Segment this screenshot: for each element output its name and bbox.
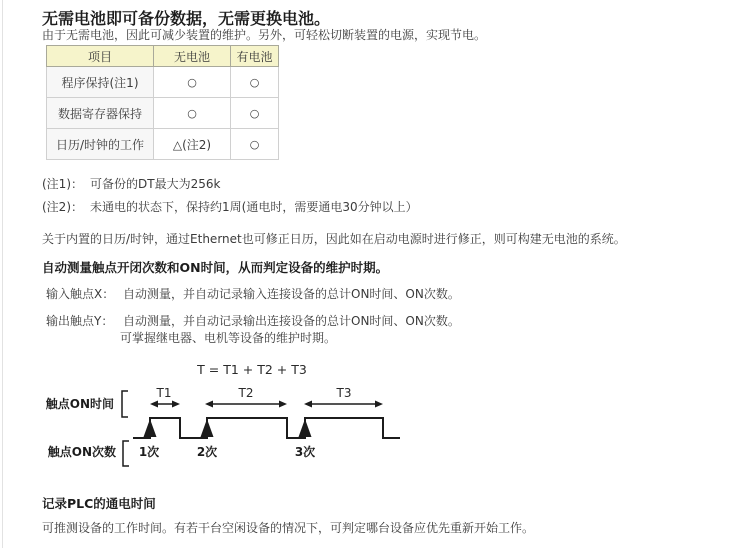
input-contact-label: 输入触点X： — [46, 287, 115, 301]
table-row — [47, 98, 279, 129]
count-2-label: 2次 — [196, 445, 218, 459]
program-retention-no-battery-mark: ○ — [154, 67, 231, 98]
program-retention-with-battery-mark: ○ — [231, 67, 279, 98]
rising-edge-arrow-2 — [201, 419, 214, 437]
backup-section-paragraph: 由于无需电池，因此可减少装置的维护。另外，可轻松切断装置的电源，实现节电。 — [42, 28, 487, 42]
row-label-program-retention: 程序保持(注1) — [47, 67, 154, 98]
timing-diagram — [40, 355, 440, 470]
count-1-label: 1次 — [138, 445, 160, 459]
output-contact-label: 输出触点Y： — [46, 314, 114, 328]
record-section-paragraph: 可推测设备的工作时间。有若干台空闲设备的情况下，可判定哪台设备应优先重新开始工作。 — [42, 521, 535, 535]
note-1-label: (注1)： — [42, 177, 83, 191]
t1-range-arrow — [150, 401, 180, 408]
rising-edge-arrow-3 — [299, 419, 312, 437]
on-count-bracket — [123, 441, 129, 466]
input-contact-text: 自动测量，并自动记录输入连接设备的总计ON时间、ON次数。 — [123, 287, 460, 301]
column-header-item: 项目 — [47, 46, 154, 67]
t2-label: T2 — [238, 386, 254, 400]
t3-label: T3 — [336, 386, 352, 400]
battery-comparison-table — [46, 45, 279, 160]
note-1 — [42, 176, 220, 192]
t1-label: T1 — [156, 386, 172, 400]
measure-section-heading: 自动测量触点开闭次数和ON时间，从而判定设备的维护时期。 — [42, 260, 389, 275]
note-2-text: 未通电的状态下，保持约1周(通电时，需要通电30分钟以上） — [90, 200, 418, 214]
note-2-label: (注2)： — [42, 200, 83, 214]
row-label-calendar-clock: 日历/时钟的工作 — [47, 129, 154, 160]
maintenance-period-line: 可掌握继电器、电机等设备的维护时期。 — [120, 331, 337, 345]
calendar-clock-with-battery-mark: ○ — [231, 129, 279, 160]
calendar-clock-no-battery-mark: △(注2) — [154, 129, 231, 160]
t2-range-arrow — [205, 401, 287, 408]
table-header-row — [47, 46, 279, 67]
register-retention-with-battery-mark: ○ — [231, 98, 279, 129]
column-header-with-battery: 有电池 — [231, 46, 279, 67]
rising-edge-arrow-1 — [144, 419, 157, 437]
backup-section-heading: 无需电池即可备份数据，无需更换电池。 — [42, 9, 331, 28]
waveform — [133, 418, 400, 438]
row-label-register-retention: 数据寄存器保持 — [47, 98, 154, 129]
page-left-border — [2, 0, 3, 548]
register-retention-no-battery-mark: ○ — [154, 98, 231, 129]
table-row — [47, 67, 279, 98]
t3-range-arrow — [304, 401, 383, 408]
output-contact-text: 自动测量，并自动记录输出连接设备的总计ON时间、ON次数。 — [123, 314, 460, 328]
input-contact-line — [46, 286, 460, 302]
column-header-no-battery: 无电池 — [154, 46, 231, 67]
output-contact-line — [46, 313, 460, 329]
on-count-label: 触点ON次数 — [47, 445, 116, 459]
on-time-label: 触点ON时间 — [45, 397, 114, 411]
clock-ethernet-paragraph: 关于内置的日历/时钟，通过Ethernet也可修正日历，因此如在启动电源时进行修正，则可构建无电池的系统。 — [42, 232, 626, 246]
on-time-bracket — [122, 391, 128, 417]
count-3-label: 3次 — [294, 445, 316, 459]
note-1-text: 可备份的DT最大为256k — [90, 177, 221, 191]
note-2 — [42, 199, 418, 215]
formula-label: T = T1 + T2 + T3 — [197, 362, 307, 377]
table-row — [47, 129, 279, 160]
record-section-heading: 记录PLC的通电时间 — [42, 496, 156, 511]
